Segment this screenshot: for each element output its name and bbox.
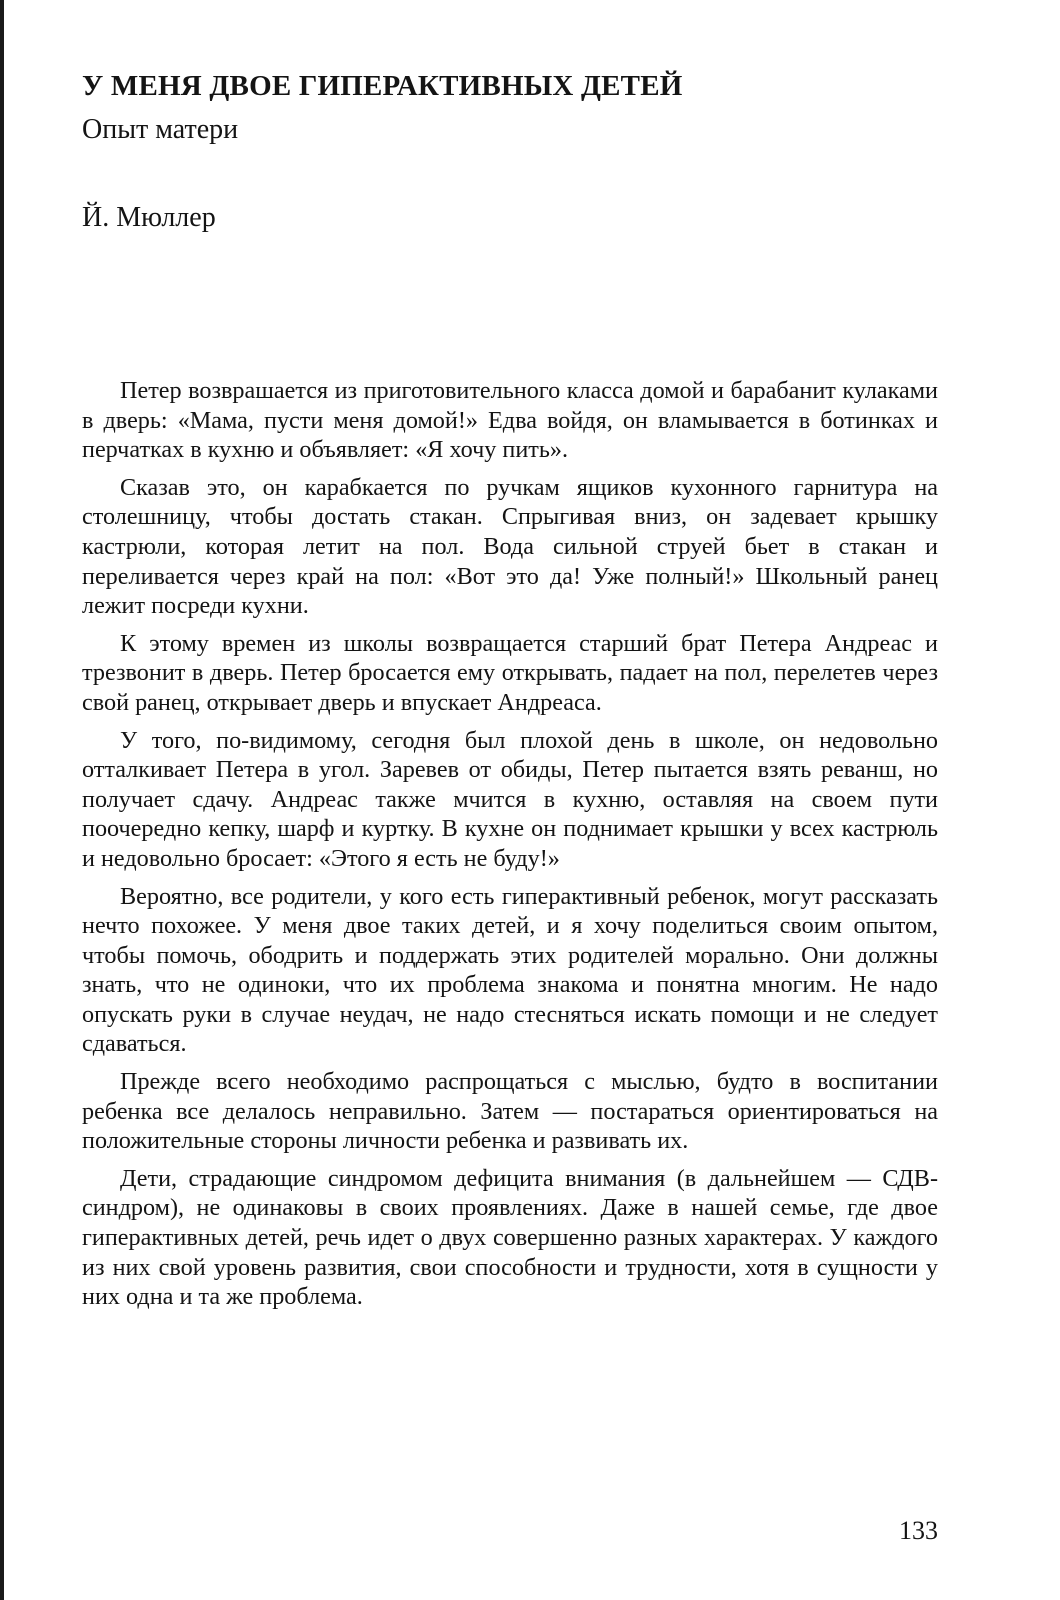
- article-body: [82, 376, 938, 1312]
- page-edge: [0, 0, 4, 1600]
- paragraph: Вероятно, все родители, у кого есть гиперактивный ребенок, могут рассказать нечто похожее. У меня двое таких детей, и я хочу поделиться своим опытом, чтобы помочь, ободрить и поддержать этих родителей морально. Они должны знать, что не одиноки, что их проблема знакома и понятна многим. Не надо опускать руки в случае неудач, не надо стесняться искать помощи и не следует сдаваться.: [82, 882, 938, 1058]
- paragraph: Прежде всего необходимо распрощаться с мыслью, будто в воспитании ребенка все делалось неправильно. Затем — постараться ориентироваться на положительные стороны личности ребенка и развивать их.: [82, 1068, 938, 1155]
- paragraph: К этому времен из школы возвращается старший брат Петера Андреас и трезвонит в дверь. Петер бросается ему открывать, падает на пол, перелетев через свой ранец, открывает дверь и впускает Андреаса.: [82, 629, 938, 716]
- paragraph: Сказав это, он карабкается по ручкам ящиков кухонного гарнитура на столешницу, чтобы достать стакан. Спрыгивая вниз, он задевает крышку кастрюли, которая летит на пол. Вода сильной струей бьет в стакан и переливается через край на пол: «Вот это да! Уже полный!» Школьный ранец лежит посреди кухни.: [82, 473, 938, 620]
- book-page: [82, 62, 938, 1320]
- paragraph: У того, по-видимому, сегодня был плохой день в школе, он недовольно отталкивает Петера в угол. Заревев от обиды, Петер пытается взять реванш, но получает сдачу. Андреас также мчится в кухню, оставляя на своем пути поочередно кепку, шарф и куртку. В кухне он поднимает крышки у всех кастрюль и недовольно бросает: «Этого я есть не буду!»: [82, 726, 938, 872]
- article-author: Й. Мюллер: [82, 202, 216, 233]
- article-subtitle: Опыт матери: [82, 114, 239, 145]
- paragraph: Петер возврашается из приготовительного класса домой и барабанит кулаками в дверь: «Мама, пусти меня домой!» Едва войдя, он вламывается в ботинках и перчатках в кухню и объявляет: «Я хочу пить».: [82, 377, 938, 464]
- article-title: У МЕНЯ ДВОЕ ГИПЕРАКТИВНЫХ ДЕТЕЙ: [82, 70, 683, 102]
- page-number: 133: [899, 1516, 938, 1545]
- paragraph: Дети, страдающие синдромом дефицита внимания (в дальнейшем — СДВ-синдром), не одинаковы в своих проявлениях. Даже в нашей семье, где двое гиперактивных детей, речь идет о двух совершенно разных характерах. У каждого из них свой уровень развития, свои способности и трудности, хотя в сущности у них одна и та же проблема.: [82, 1164, 938, 1311]
